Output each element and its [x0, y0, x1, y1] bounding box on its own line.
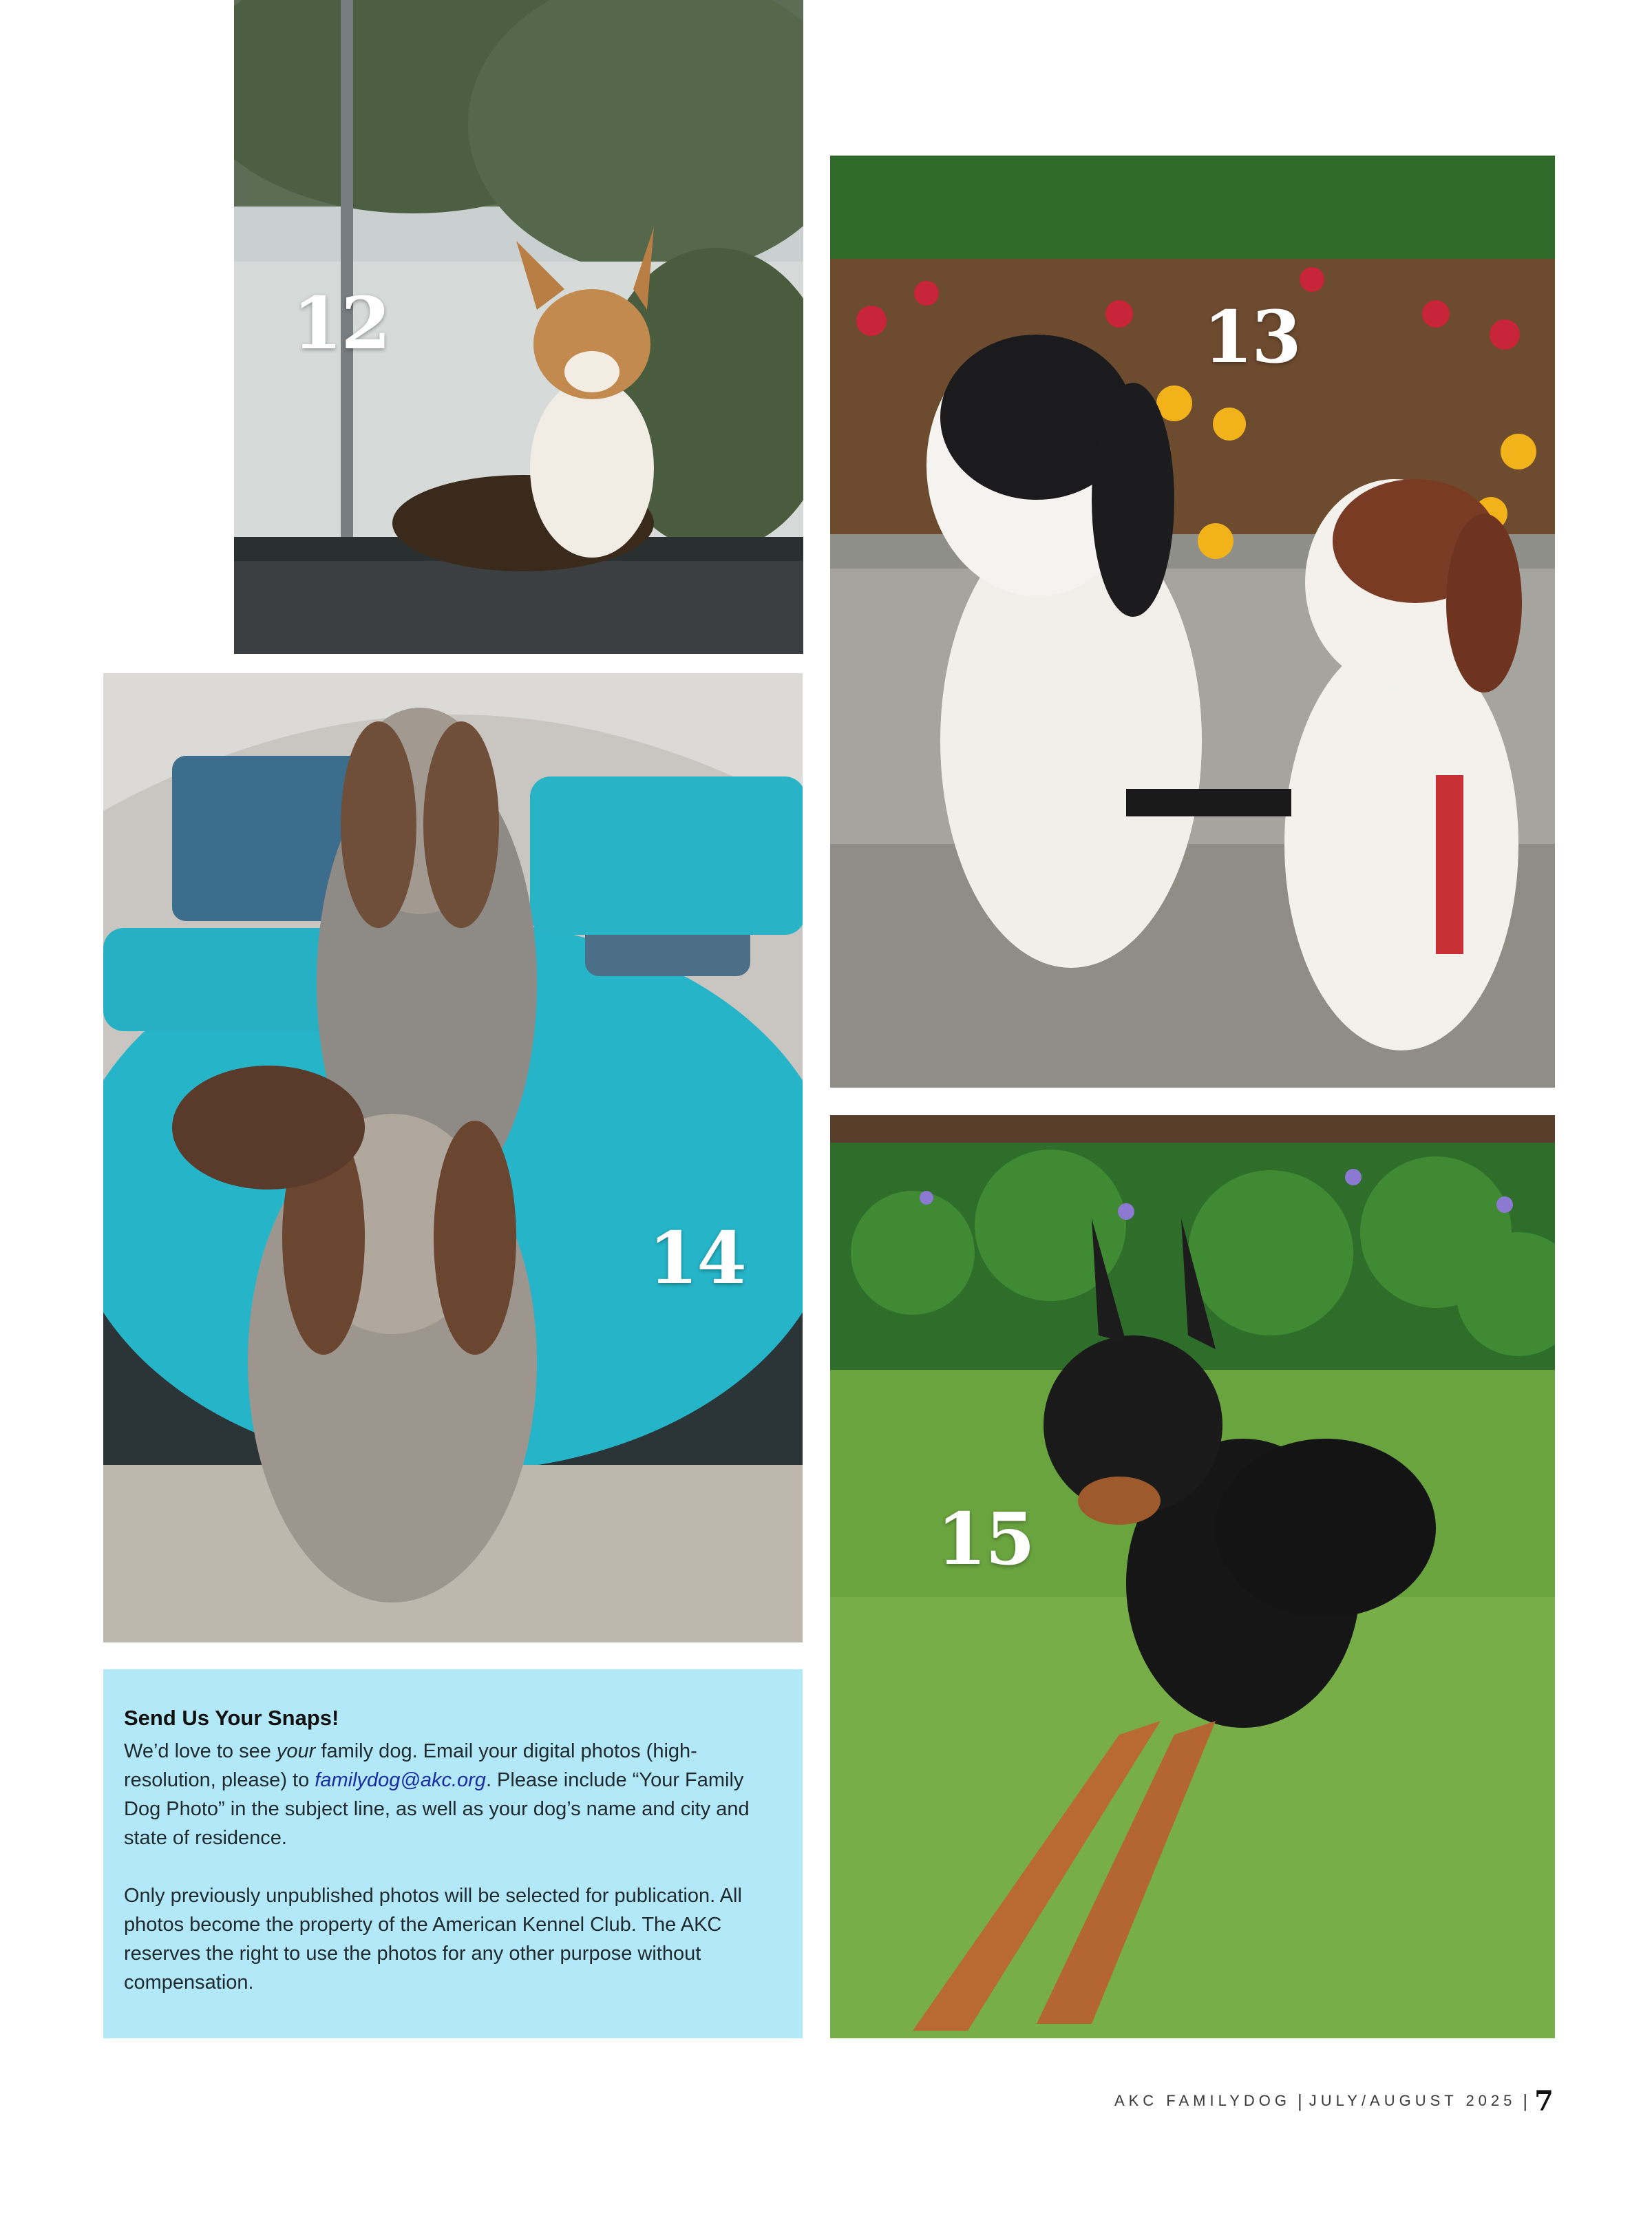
- submission-paragraph-1: [124, 1737, 782, 1852]
- submission-heading: Send Us Your Snaps!: [124, 1706, 339, 1730]
- submission-paragraph-2: Only previously unpublished photos will be selected for publication. All photos become the property of the American Kennel Club. The AKC reserves the right to use the photos for any other purpose without compensation.: [124, 1885, 742, 1994]
- photo-number-15: 15: [937, 1497, 1034, 1581]
- photo-13-spaniels: [830, 156, 1555, 1088]
- spaniels-photo-image: [830, 156, 1555, 1088]
- photo-number-12: 12: [293, 281, 390, 366]
- submission-text-1c: . Please include “Your Family Dog Photo” in the subject line, as well as your dog’s name and city and state of residence.: [124, 1769, 750, 1849]
- page-footer: [1114, 2086, 1554, 2116]
- submission-text-1a: We’d love to see: [124, 1740, 277, 1762]
- footer-separator-2: |: [1523, 2090, 1528, 2111]
- photo-12-corgi: [234, 0, 803, 654]
- photo-number-14: 14: [648, 1216, 745, 1300]
- photo-number-13: 13: [1203, 295, 1300, 379]
- submission-text-emphasis: your: [276, 1740, 316, 1762]
- footer-separator-1: |: [1298, 2090, 1302, 2111]
- spinoni-photo-image: [103, 673, 803, 1642]
- email-link[interactable]: familydog@akc.org: [315, 1769, 486, 1791]
- photo-14-spinoni: [103, 673, 803, 1642]
- submission-text-1b: family dog. Email your digital photos (high-resolution, please) to: [124, 1740, 697, 1791]
- page-number: 7: [1534, 2084, 1554, 2117]
- footer-publication: AKC FAMILYDOG: [1114, 2092, 1291, 2109]
- footer-issue: JULY/AUGUST 2025: [1309, 2092, 1516, 2109]
- submission-info-box: [103, 1669, 803, 2038]
- photo-15-doberman: [830, 1115, 1555, 2038]
